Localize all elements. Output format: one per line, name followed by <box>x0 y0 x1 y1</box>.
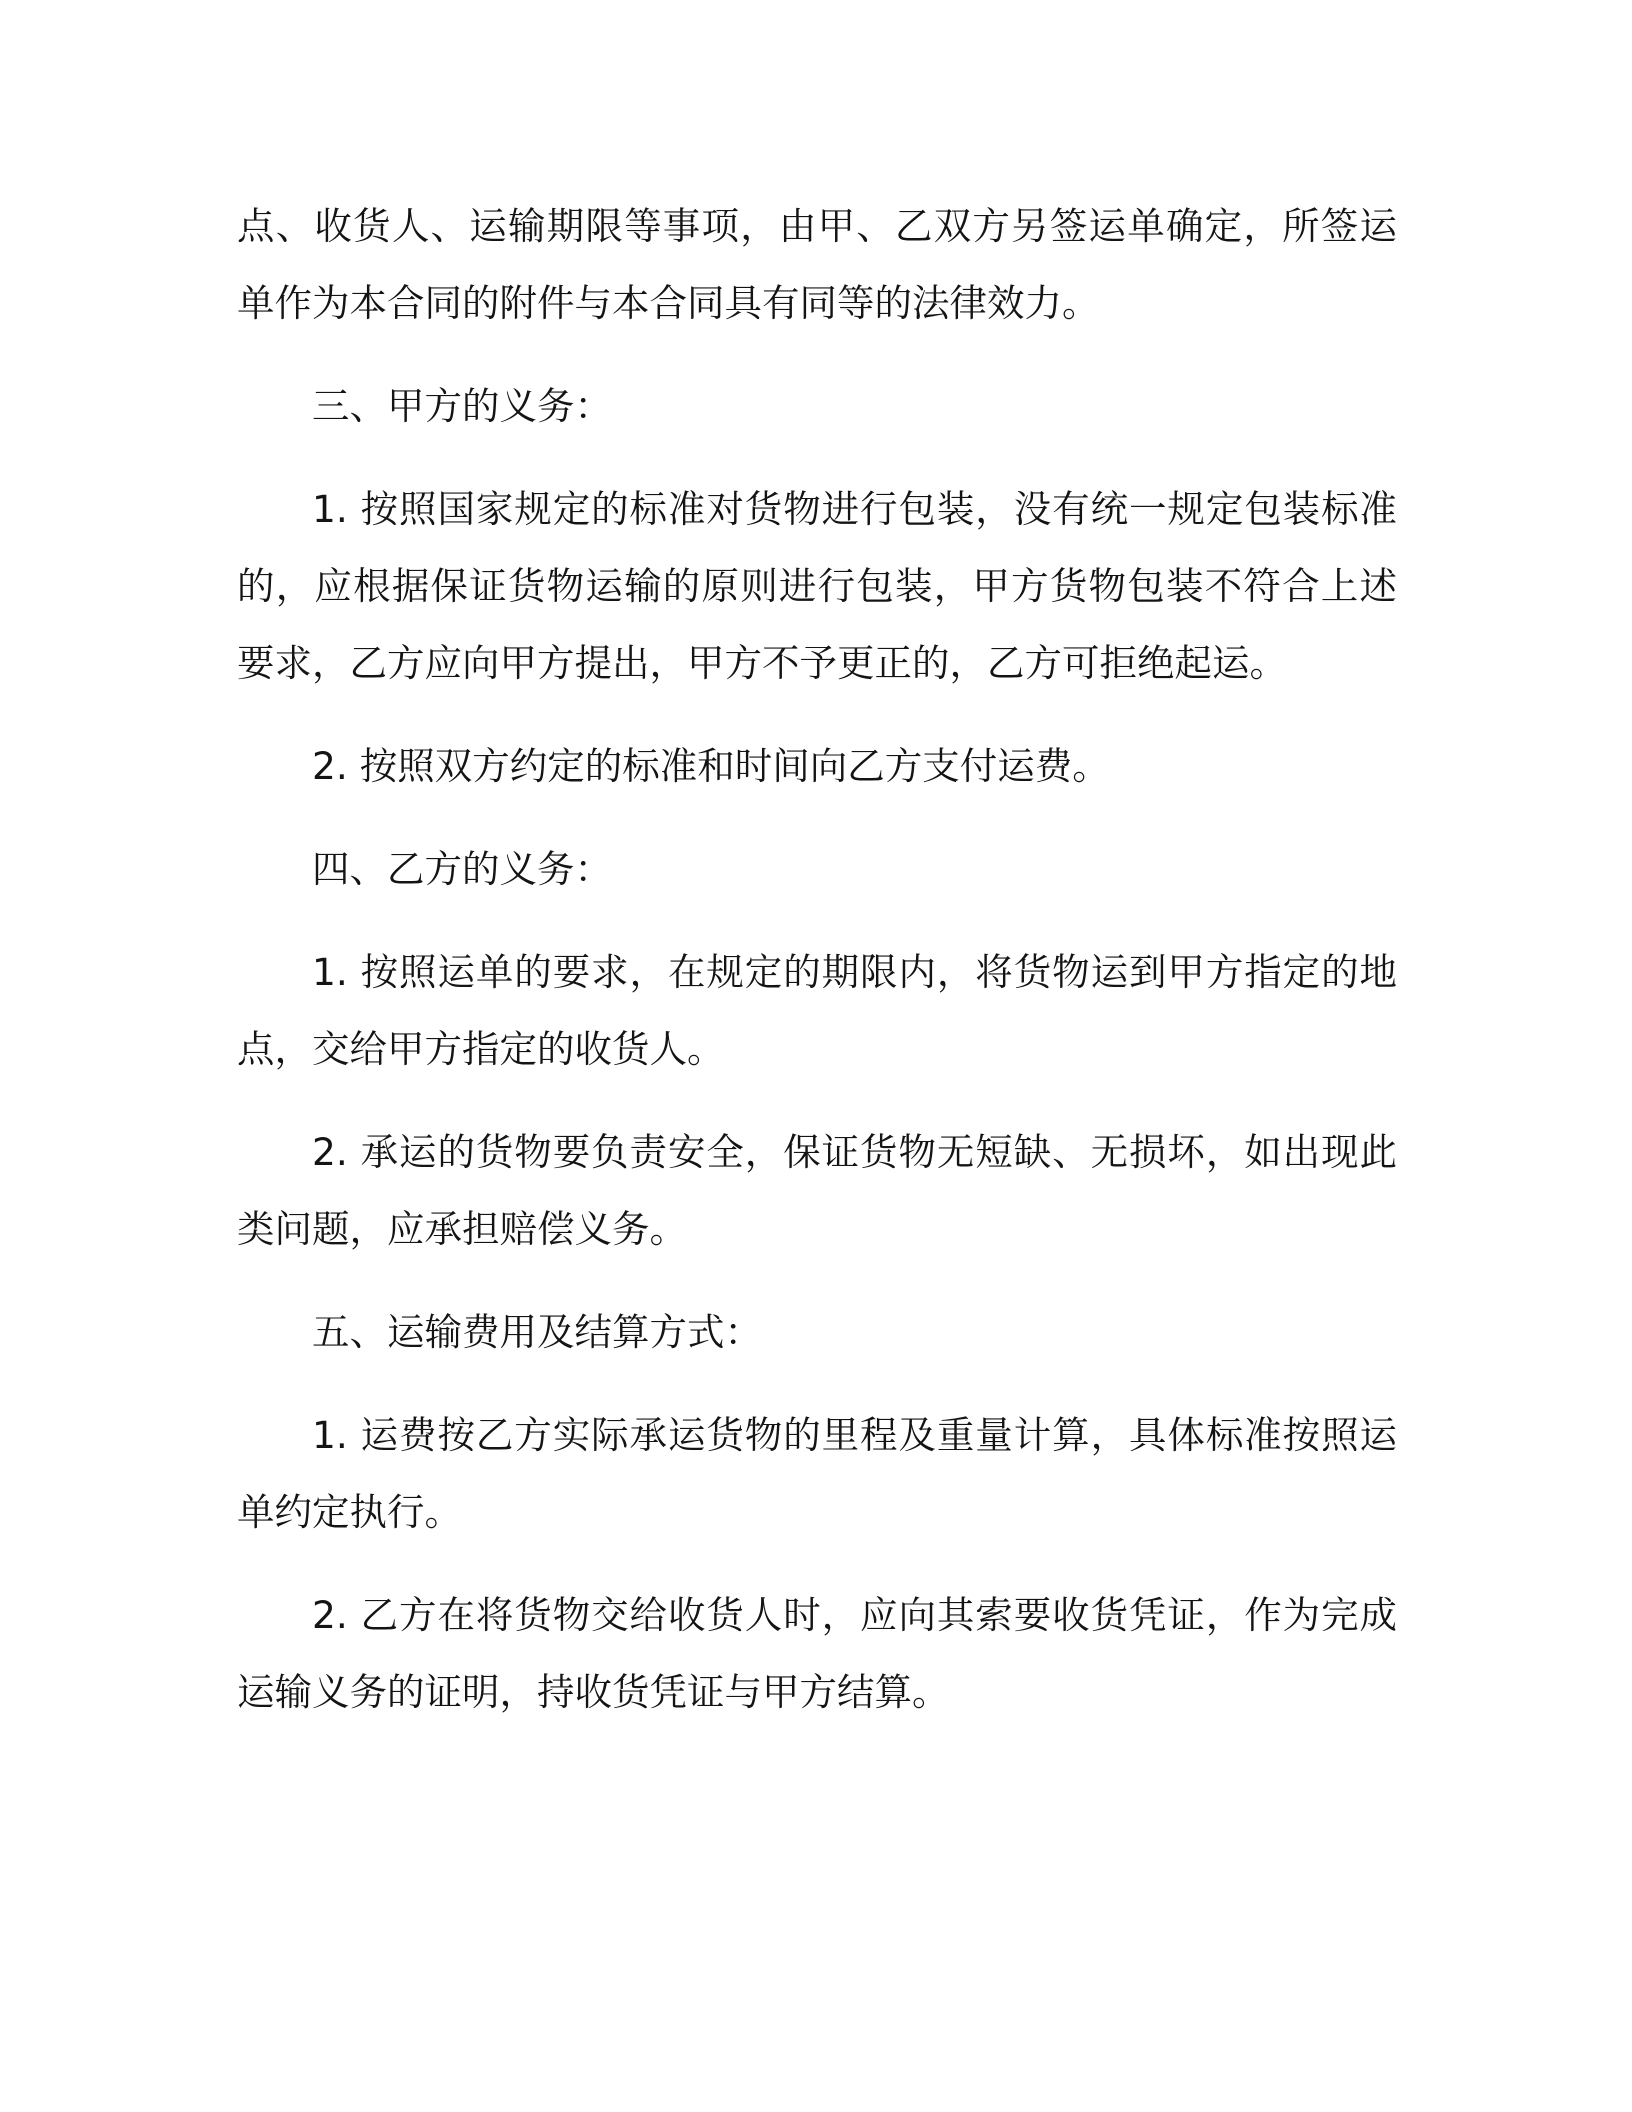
fees-settlement-item-2: 2. 乙方在将货物交给收货人时，应向其索要收货凭证，作为完成运输义务的证明，持收货凭证与甲方结算。 <box>237 1593 1397 1714</box>
paragraph-continuation: 点、收货人、运输期限等事项，由甲、乙双方另签运单确定，所签运单作为本合同的附件与本合同具有同等的法律效力。 <box>237 204 1397 325</box>
section-heading-party-a-obligations: 三、甲方的义务： <box>312 384 612 428</box>
section-heading-fees-settlement: 五、运输费用及结算方式： <box>312 1310 762 1354</box>
document-body <box>237 188 1397 1757</box>
fees-settlement-item-1: 1. 运费按乙方实际承运货物的里程及重量计算，具体标准按照运单约定执行。 <box>237 1413 1397 1534</box>
party-a-obligation-2: 2. 按照双方约定的标准和时间向乙方支付运费。 <box>312 744 1110 788</box>
party-b-obligation-2: 2. 承运的货物要负责安全，保证货物无短缺、无损坏，如出现此类问题，应承担赔偿义务。 <box>237 1130 1397 1251</box>
party-b-obligation-1: 1. 按照运单的要求，在规定的期限内，将货物运到甲方指定的地点，交给甲方指定的收货人。 <box>237 950 1397 1071</box>
section-heading-party-b-obligations: 四、乙方的义务： <box>312 847 612 891</box>
party-a-obligation-1: 1. 按照国家规定的标准对货物进行包装，没有统一规定包装标准的，应根据保证货物运输的原则进行包装，甲方货物包装不符合上述要求，乙方应向甲方提出，甲方不予更正的，乙方可拒绝起运。 <box>237 487 1397 685</box>
